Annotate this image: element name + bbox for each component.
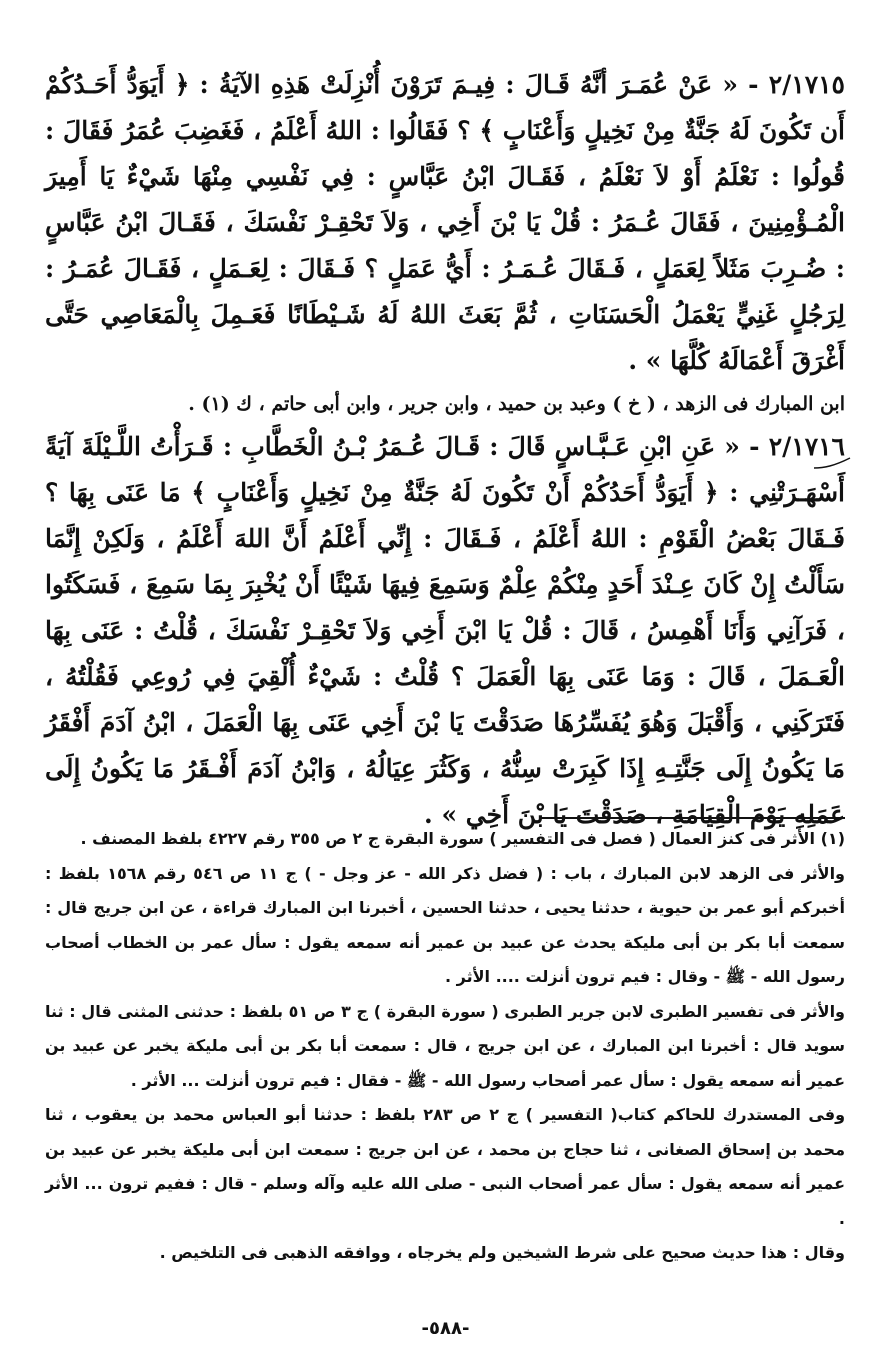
margin-mark-icon (812, 454, 852, 478)
main-text-block (45, 62, 845, 838)
hadith-text: - « عَنْ عُمَـرَ أنَّهُ قَـالَ : فِيـمَ تَرَوْنَ أُنْزِلَتْ هَذِهِ الآيَةُ : ﴿ أَيَوَدُّ أَحَـدُكُمْ أَن تَكُونَ لَهُ جَنَّةٌ مِنْ نَخِيلٍ وَأَعْنَابٍ ﴾ ؟ فَقَالُوا : اللهُ أَعْلَمُ ، فَغَضِبَ عُمَرُ فَقَالَ : قُولُوا : نَعْلَمُ أَوْ لاَ نَعْلَمُ ، فَقَـالَ ابْنُ عَبَّاسٍ : فِي نَفْسِي مِنْهَا شَيْءٌ يَا أَمِيرَ الْمُـؤْمِنِينَ ، فَقَالَ عُـمَرُ : قُلْ يَا بْنَ أَخِي ، وَلاَ تَحْقِـرْ نَفْسَكَ ، فَقَـالَ ابْنُ عَبَّاسٍ : ضُـرِبَ مَثَلاً لِعَمَلٍ ، فَـقَالَ عُـمَـرُ : أَيُّ عَمَلٍ ؟ فَـقَالَ : لِعَـمَلٍ ، فَقَـالَ عُمَـرُ : لِرَجُلٍ غَنِيٍّ يَعْمَلُ الْحَسَنَاتِ ، ثُمَّ بَعَثَ اللهُ لَهُ شَـيْطَانًا فَعَـمِلَ بِالْمَعَاصِي حَتَّى أَغْرَقَ أَعْمَالَهُ كُلَّهَا » . (45, 70, 845, 375)
hadith-number: ٢/١٧١٥ (768, 70, 845, 99)
hadith-1716 (45, 424, 845, 838)
footnote-item: والأثر فى تفسير الطبرى لابن جرير الطبرى ( سورة البقرة ) ج ٣ ص ٥١ بلفظ : حدثنى المثنى قال : ثنا سويد قال : أخبرنا ابن المبارك ، عن ابن جريج ، قال : سمعت أبا بكر بن أبى مليكة يخبر عن عبيد بن عمير أنه سمعه يقول : سأل عمر أصحاب رسول الله - ﷺ - فقال : فيم ترون أنزلت ... الأثر . (45, 1001, 845, 1090)
hadith-number: ٢/١٧١٦ (768, 432, 845, 461)
hadith-source: ابن المبارك فى الزهد ، ( خ ) وعبد بن حميد ، وابن جرير ، وابن أبى حاتم ، ك (١) . (188, 393, 845, 415)
page-number: -٥٨٨- (421, 1318, 470, 1339)
footnote-item: وفى المستدرك للحاكم كتاب( التفسير ) ج ٢ ص ٢٨٣ بلفظ : حدثنا أبو العباس محمد بن يعقوب ، ثنا محمد بن إسحاق الصغانى ، ثنا حجاج بن محمد ، عن ابن جريج : سمعت ابن أبى مليكة يخبر عن عبيد بن عمير أنه سمعه يقول : سأل عمر أصحاب النبى - صلى الله عليه وآله وسلم - قال : ففيم ترون ... الأثر . (45, 1105, 846, 1228)
hadith-1715 (45, 62, 845, 384)
footnotes (45, 822, 845, 1271)
footnote-item: وقال : هذا حديث صحيح على شرط الشيخين ولم يخرجاه ، ووافقه الذهبى فى التلخيص . (159, 1243, 845, 1262)
hadith-text: - « عَنِ ابْنِ عَـبَّـاسٍ قَالَ : قَـالَ عُـمَرُ بْـنُ الْخَطَّابِ : قَـرَأْتُ اللَّـيْلَةَ آيَةً أَسْهَـرَتْنِي : ﴿ أَيَوَدُّ أَحَدُكُمْ أَنْ تَكُونَ لَهُ جَنَّةٌ مِنْ نَخِيلٍ وَأَعْنَابٍ ﴾ مَا عَنَى بِهَا ؟ فَـقَالَ بَعْضُ الْقَوْمِ : اللهُ أَعْلَمُ ، فَـقَالَ : إِنِّي أَعْلَمُ أَنَّ اللهَ أَعْلَمُ ، وَلَكِنْ إِنَّمَا سَأَلْتُ إِنْ كَانَ عِـنْدَ أَحَدٍ مِنْكُمْ عِلْمٌ وَسَمِعَ فِيهَا شَيْئًا أَنْ يُخْبِرَ بِمَا سَمِعَ ، فَسَكَتُوا ، فَرَآنِي وَأَنَا أَهْمِسُ ، قَالَ : قُلْ يَا ابْنَ أَخِي وَلاَ تَحْقِـرْ نَفْسَكَ ، قُلْتُ : عَنَى بِهَا الْعَـمَلَ ، قَالَ : وَمَا عَنَى بِهَا الْعَمَلَ ؟ قُلْتُ : شَيْءٌ أُلْقِيَ فِي رُوعِي فَقُلْتُهُ ، فَتَرَكَنِي ، وَأَقْبَلَ وَهُوَ يُفَسِّرُهَا صَدَقْتَ يَا بْنَ أَخِي عَنَى بِهَا الْعَمَلَ ، ابْنُ آدَمَ أَفْقَرُ مَا يَكُونُ إِلَى جَنَّتِـهِ إِذَا كَبِرَتْ سِنُّهُ ، وَكَثُرَ عِيَالُهُ ، وَابْنُ آدَمَ أَفْـقَرُ مَا يَكُونُ إِلَى عَمَلِهِ يَوْمَ الْقِيَامَةِ ، صَدَقْتَ يَا بْنَ أَخِي » . (45, 432, 845, 829)
footnote-item: (١) الأثر فى كنز العمال ( فصل فى التفسير ) سورة البقرة ج ٢ ص ٣٥٥ رقم ٤٢٢٧ بلفظ المصنف . (80, 829, 845, 848)
footnote-divider (539, 817, 845, 819)
footnote-item: والأثر فى الزهد لابن المبارك ، باب : ( فضل ذكر الله - عز وجل - ) ج ١١ ص ٥٤٦ رقم ١٥٦٨ بلفظ : أخبركم أبو عمر بن حيوية ، حدثنا يحيى ، حدثنا الحسين ، أخبرنا ابن المبارك قراءة ، عن ابن جريج قال : سمعت أبا بكر بن أبى مليكة يحدث عن عبيد بن عمير أنه سمعه يقول : سأل عمر بن الخطاب أصحاب رسول الله - ﷺ - وقال : فيم ترون أنزلت .... الأثر . (45, 863, 845, 986)
